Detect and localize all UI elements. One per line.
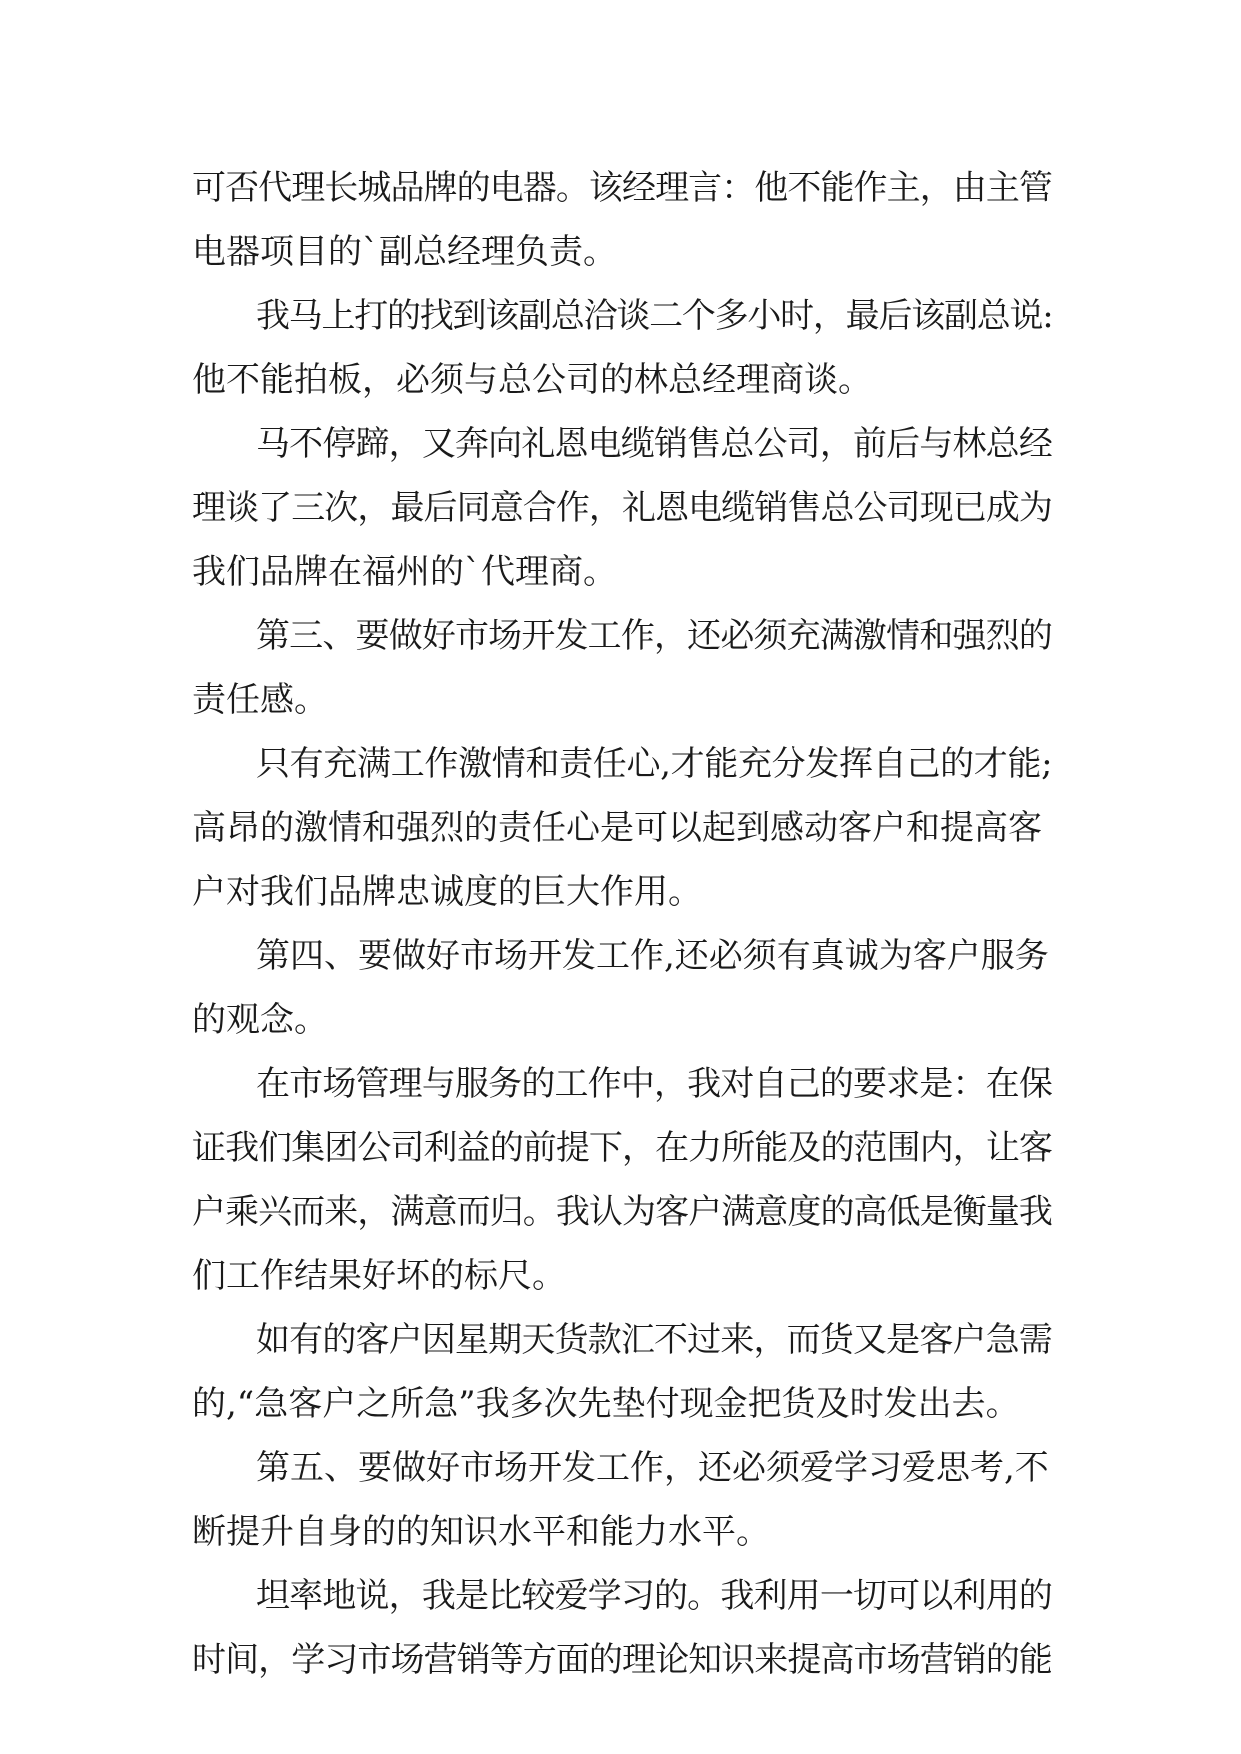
body-text — [192, 156, 1052, 1692]
text-line: 户对我们品牌忠诚度的巨大作用。 — [192, 872, 702, 912]
text-line: 证我们集团公司利益的前提下，在力所能及的范围内，让客 — [192, 1128, 1052, 1168]
text-line: 们工作结果好坏的标尺。 — [192, 1256, 566, 1296]
text-line: 户乘兴而来，满意而归。我认为客户满意度的高低是衡量我 — [192, 1192, 1052, 1232]
text-line: 第三、要做好市场开发工作，还必须充满激情和强烈的 — [256, 616, 1052, 656]
text-line: 时间，学习市场营销等方面的理论知识来提高市场营销的能 — [192, 1640, 1052, 1680]
text-line: 第四、要做好市场开发工作,还必须有真诚为客户服务 — [256, 936, 1049, 976]
text-line: 高昂的激情和强烈的责任心是可以起到感动客户和提高客 — [192, 808, 1042, 848]
text-line: 电器项目的`副总经理负责。 — [192, 232, 617, 272]
text-line: 责任感。 — [192, 680, 328, 720]
text-line: 的,“急客户之所急”我多次先垫付现金把货及时发出去。 — [192, 1384, 1020, 1424]
text-line: 他不能拍板，必须与总公司的林总经理商谈。 — [192, 360, 872, 400]
text-line: 的观念。 — [192, 1000, 328, 1040]
text-line: 只有充满工作激情和责任心,才能充分发挥自己的才能; — [256, 744, 1053, 784]
text-line: 第五、要做好市场开发工作，还必须爱学习爱思考,不 — [256, 1448, 1049, 1488]
text-line: 断提升自身的的知识水平和能力水平。 — [192, 1512, 770, 1552]
text-line: 马不停蹄，又奔向礼恩电缆销售总公司，前后与林总经 — [256, 424, 1052, 464]
text-line: 可否代理长城品牌的电器。该经理言：他不能作主，由主管 — [192, 168, 1052, 208]
text-line: 在市场管理与服务的工作中，我对自己的要求是：在保 — [256, 1064, 1052, 1104]
text-line: 我马上打的找到该副总洽谈二个多小时，最后该副总说: — [256, 296, 1053, 336]
text-line: 如有的客户因星期天货款汇不过来，而货又是客户急需 — [256, 1320, 1052, 1360]
text-line: 坦率地说，我是比较爱学习的。我利用一切可以利用的 — [256, 1576, 1052, 1616]
text-line: 我们品牌在福州的`代理商。 — [192, 552, 617, 592]
text-line: 理谈了三次，最后同意合作，礼恩电缆销售总公司现已成为 — [192, 488, 1052, 528]
